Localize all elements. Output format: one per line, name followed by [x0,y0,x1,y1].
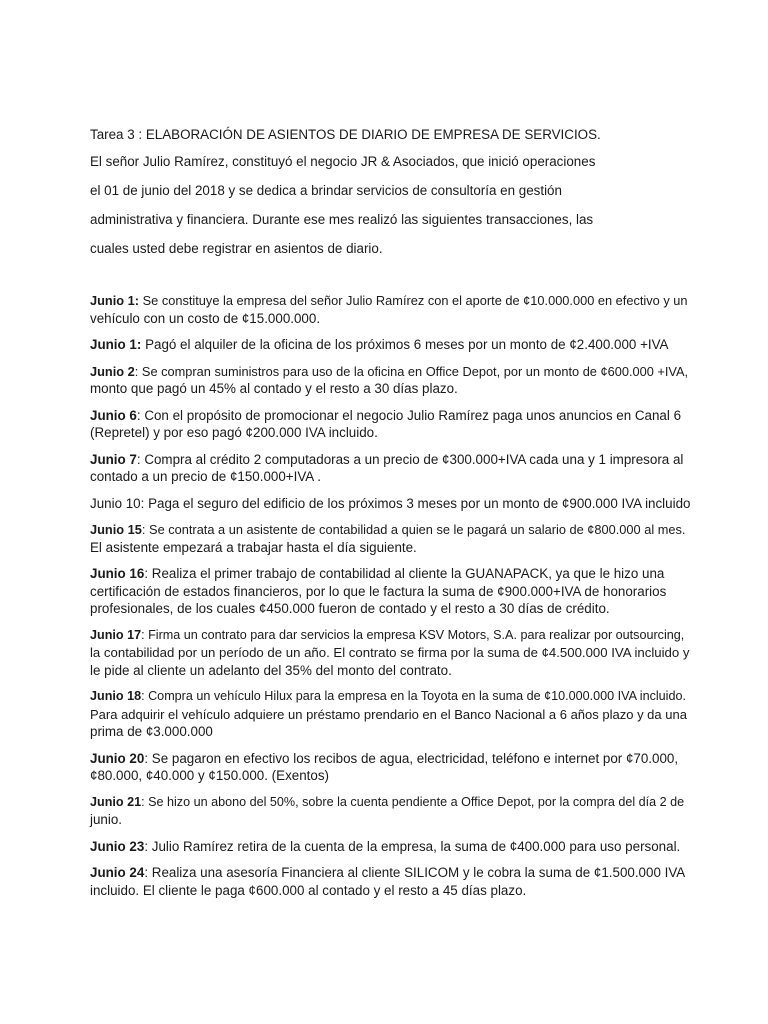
transaction-entry [90,794,690,829]
entry-line: incluido. El cliente le paga ¢600.000 al contado y el resto a 45 días plazo. [90,882,527,898]
transaction-entry [90,521,690,556]
transaction-entry [90,838,690,856]
transaction-entry [90,363,690,398]
entry-date-label: Junio 2 [90,363,135,379]
entry-line [90,627,690,645]
entry-text: : Compra al crédito 2 computadoras a un precio de ¢300.000+IVA cada una y 1 impresora al [136,451,684,467]
document-title: Tarea 3 : ELABORACIÓN DE ASIENTOS DE DIARIO DE EMPRESA DE SERVICIOS. [90,127,601,142]
transaction-entry [90,627,690,680]
transaction-entry [90,292,690,327]
entry-text: : Compra un vehículo Hilux para la empresa en la Toyota en la suma de ¢10.000.000 IVA incluido. [141,689,686,703]
intro-line: el 01 de junio del 2018 y se dedica a brindar servicios de consultoría en gestión [90,183,562,198]
transaction-entry [90,688,690,741]
entry-line: junio. [90,812,123,827]
entry-line [90,565,690,583]
intro-line: El señor Julio Ramírez, constituyó el negocio JR & Asociados, que inició operaciones [90,154,596,169]
entry-date-label: Junio 17 [90,627,142,642]
intro-line: administrativa y financiera. Durante ese mes realizó las siguientes transacciones, las [90,212,594,227]
entry-line: prima de ¢3.000.000 [90,724,213,739]
transaction-entry [90,495,690,513]
transaction-entry [90,565,690,618]
entry-text: Se constituye la empresa del señor Julio Ramírez con el aporte de ¢10.000.000 en efectivo y un [139,293,688,308]
entry-line: profesionales, de los cuales ¢450.000 fueron de contado y el resto a 30 días de crédito. [90,601,610,616]
entry-text: : Realiza una asesoría Financiera al cliente SILICOM y le cobra la suma de ¢1.500.000 IVA [144,865,686,880]
transaction-entry [90,451,690,486]
entry-line [90,363,690,381]
transaction-entry [90,864,690,899]
entry-line [90,451,690,469]
entry-line: ¢80.000, ¢40.000 y ¢150.000. (Exentos) [90,768,329,783]
entry-line [90,794,690,812]
entry-date-label: Junio 7 [90,451,137,467]
entry-line: contado a un precio de ¢150.000+IVA . [90,469,321,484]
entry-line: monto que pagó un 45% al contado y el resto a 30 días plazo. [90,381,458,396]
intro-paragraph [90,153,690,258]
entry-line [90,838,690,856]
entry-line [90,864,690,882]
entry-text: Pagó el alquiler de la oficina de los próximos 6 meses por un monto de ¢2.400.000 +IVA [141,337,669,352]
entry-text: : Se hizo un abono del 50%, sobre la cuenta pendiente a Office Depot, por la compra del día 2 de [141,794,685,809]
intro-line: cuales usted debe registrar en asientos de diario. [90,241,383,256]
entry-text: : Julio Ramírez retira de la cuenta de la empresa, la suma de ¢400.000 para uso personal. [144,838,681,854]
entry-date-label: Junio 6 [90,407,137,423]
entry-line: le pide al cliente un adelanto del 35% del monto del contrato. [90,662,452,678]
entry-text: : Se contrata a un asistente de contabilidad a quien se le pagará un salario de ¢800.000 al mes. [141,522,686,537]
entry-line: El asistente empezará a trabajar hasta el día siguiente. [90,539,417,555]
entry-line [90,407,690,425]
entry-date-label: Junio 1: [90,337,142,352]
entry-line [90,750,690,768]
entry-date-label: Junio 18 [90,689,142,703]
entry-line: vehículo con un costo de ¢15.000.000. [90,310,321,326]
entry-line [90,521,690,539]
entry-date-label: Junio 16 [90,566,145,581]
entry-date-label: Junio 23 [90,838,145,854]
transaction-entry [90,750,690,785]
entry-line: Junio 10: Paga el seguro del edificio de los próximos 3 meses por un monto de ¢900.000 IVA incluido [90,495,691,511]
transaction-list [90,292,690,899]
entry-text: : Realiza el primer trabajo de contabilidad al cliente la GUANAPACK, ya que le hizo una [144,566,665,581]
entry-line [90,292,690,310]
entry-line: certificación de estados financieros, por lo que le factura la suma de ¢900.000+IVA de honorarios [90,583,667,599]
transaction-entry [90,407,690,442]
entry-line: (Repretel) y por eso pagó ¢200.000 IVA incluido. [90,425,378,440]
document-content [90,126,690,908]
section-spacer [90,269,690,292]
entry-text: : Con el propósito de promocionar el negocio Julio Ramírez paga unos anuncios en Canal 6 [136,407,682,423]
entry-line: Para adquirir el vehículo adquiere un préstamo prendario en el Banco Nacional a 6 años plazo y da una [90,706,687,722]
entry-text: : Se pagaron en efectivo los recibos de agua, electricidad, teléfono e internet por ¢70.000, [144,750,679,766]
entry-date-label: Junio 15 [90,522,142,537]
entry-date-label: Junio 21 [90,794,142,809]
entry-text: : Se compran suministros para uso de la oficina en Office Depot, por un monto de ¢600.000 +IVA, [134,363,689,379]
entry-line [90,688,690,706]
entry-line [90,336,690,354]
transaction-entry [90,336,690,354]
entry-date-label: Junio 20 [90,750,145,766]
entry-line: la contabilidad por un período de un año. El contrato se firma por la suma de ¢4.500.000 IVA incluido y [90,645,690,660]
entry-text: : Firma un contrato para dar servicios la empresa KSV Motors, S.A. para realizar por outsourcing, [141,627,685,642]
entry-date-label: Junio 1: [90,293,140,308]
entry-date-label: Junio 24 [90,865,145,880]
